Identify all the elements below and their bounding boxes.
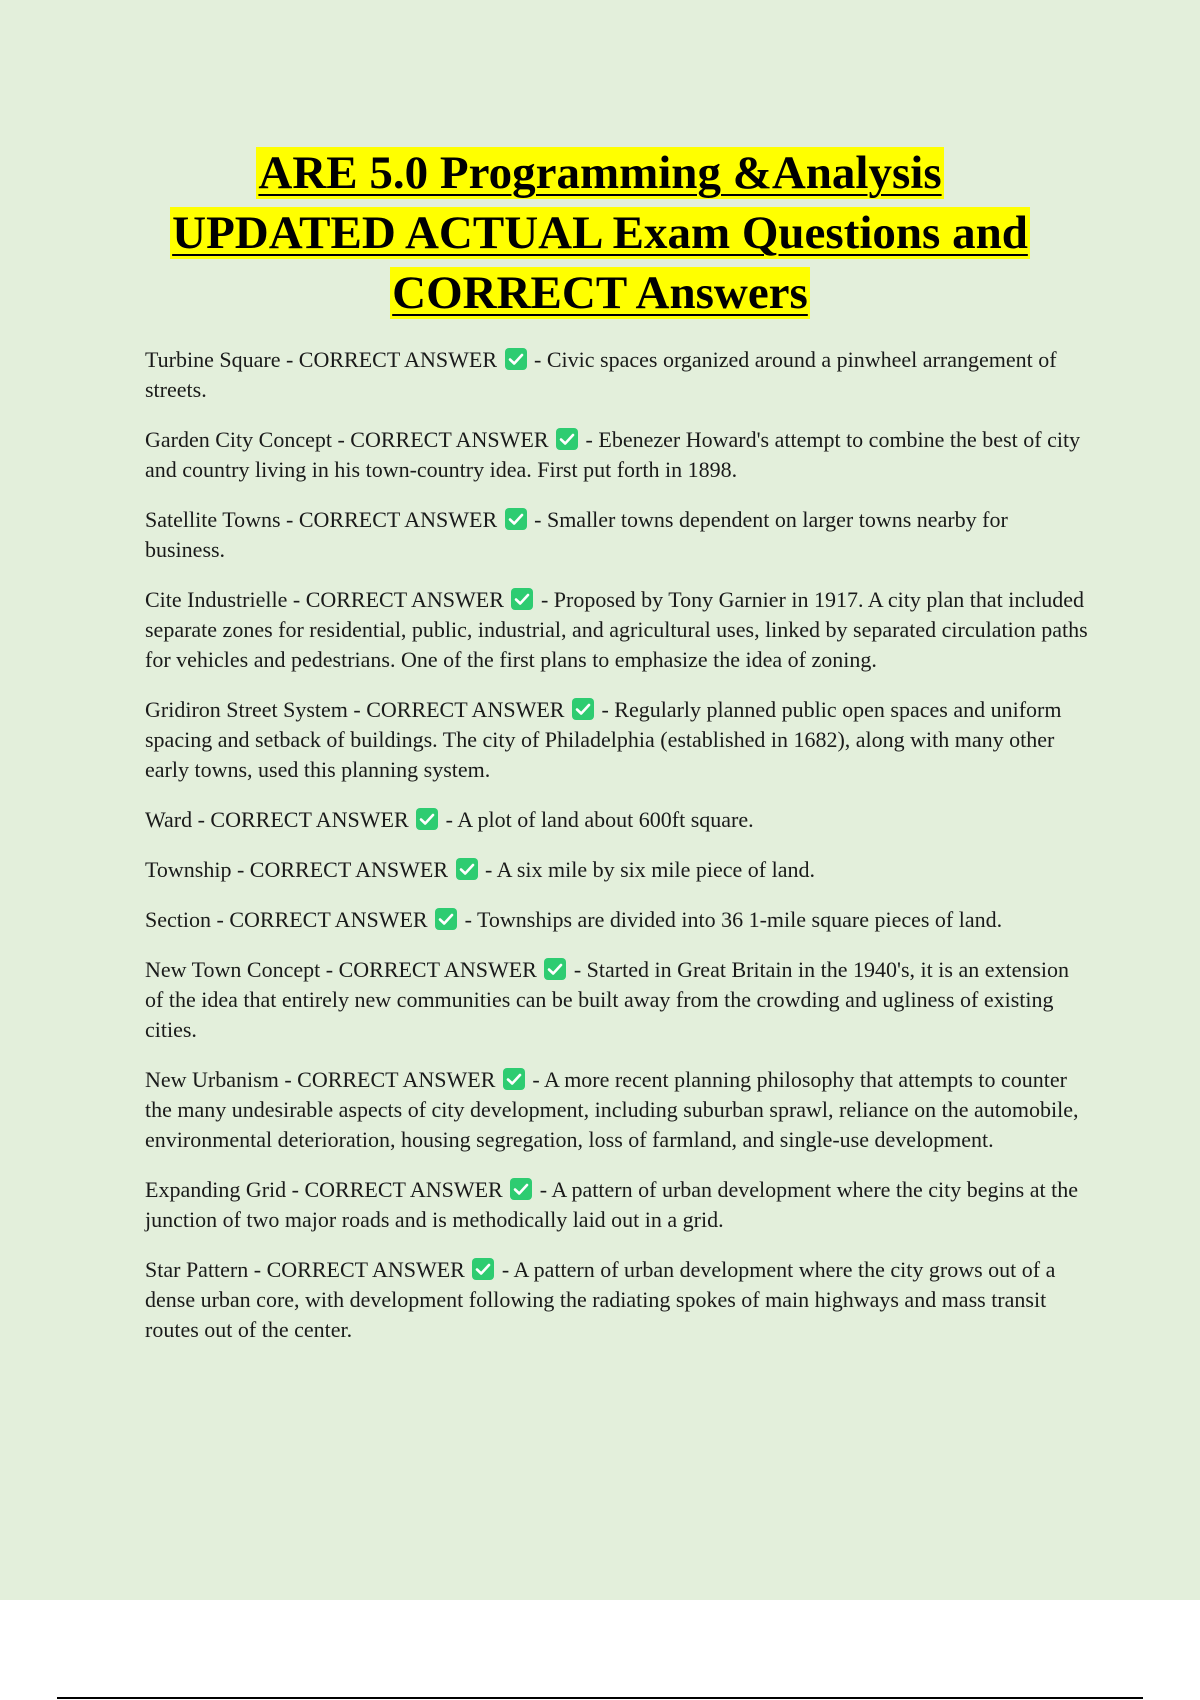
qa-entry: New Urbanism - CORRECT ANSWER - A more recent planning philosophy that attempts to counter the many undesirable aspects of city development, including suburban sprawl, reliance on the automobile, environmental deterioration, housing segregation, loss of farmland, and single-use development. [145, 1067, 1079, 1152]
entry-definition: Townships are divided into 36 1-mile square pieces of land. [477, 907, 1003, 932]
qa-entry: Cite Industrielle - CORRECT ANSWER - Proposed by Tony Garnier in 1917. A city plan that included separate zones for residential, public, industrial, and agricultural uses, linked by separated circulation paths for vehicles and pedestrians. One of the first plans to emphasize the idea of zoning. [145, 587, 1088, 672]
title-line-1 [100, 143, 1100, 203]
qa-entry: Ward - CORRECT ANSWER - A plot of land about 600ft square. [145, 807, 754, 832]
entry-definition: Regularly planned public open spaces and uniform spacing and setback of buildings. The city of Philadelphia (established in 1682), along with many other early towns, used this planning system. [145, 697, 1062, 782]
qa-entry: Gridiron Street System - CORRECT ANSWER - Regularly planned public open spaces and uniform spacing and setback of buildings. The city of Philadelphia (established in 1682), along with many other early towns, used this planning system. [145, 697, 1062, 782]
check-mark-icon [456, 858, 478, 880]
qa-entry: Turbine Square - CORRECT ANSWER - Civic spaces organized around a pinwheel arrangement of streets. [145, 347, 1057, 402]
correct-answer-label: CORRECT ANSWER [249, 857, 449, 882]
entry-definition: A six mile by six mile piece of land. [496, 857, 816, 882]
correct-answer-label: CORRECT ANSWER [366, 697, 565, 722]
entry-term: Satellite Towns [145, 507, 281, 532]
bottom-divider [57, 1697, 1143, 1699]
entry-term: Star Pattern [145, 1257, 249, 1282]
check-mark-icon [556, 428, 578, 450]
title-line-2-text: UPDATED ACTUAL Exam Questions and [172, 207, 1028, 259]
correct-answer-label: CORRECT ANSWER [350, 427, 549, 452]
check-mark-icon [505, 508, 527, 530]
correct-answer-label: CORRECT ANSWER [298, 507, 498, 532]
qa-entry: Expanding Grid - CORRECT ANSWER - A pattern of urban development where the city begins at the junction of two major roads and is methodically laid out in a grid. [145, 1177, 1078, 1232]
correct-answer-label: CORRECT ANSWER [210, 807, 409, 832]
title-line-1-text: ARE 5.0 Programming &Analysis [258, 147, 942, 199]
qa-entry: Section - CORRECT ANSWER - Townships are divided into 36 1-mile square pieces of land. [145, 907, 1003, 932]
document-title [100, 143, 1100, 323]
entry-definition: A plot of land about 600ft square. [457, 807, 754, 832]
entry-term: Township [145, 857, 232, 882]
entry-term: Cite Industrielle [145, 587, 288, 612]
title-line-2 [100, 203, 1100, 263]
entry-definition: Started in Great Britain in the 1940's, it is an extension of the idea that entirely new communities can be built away from the crowding and ugliness of existing cities. [145, 957, 1070, 1042]
entry-definition: Smaller towns dependent on larger towns nearby for business. [145, 507, 1008, 562]
qa-entry: Star Pattern - CORRECT ANSWER - A pattern of urban development where the city grows out of a dense urban core, with development following the radiating spokes of main highways and mass transit routes out of the center. [145, 1257, 1056, 1342]
entry-term: Gridiron Street System [145, 697, 348, 722]
check-mark-icon [572, 698, 594, 720]
qa-entry: Garden City Concept - CORRECT ANSWER - Ebenezer Howard's attempt to combine the best of city and country living in his town-country idea. First put forth in 1898. [145, 427, 1081, 482]
qa-entry: Township - CORRECT ANSWER - A six mile by six mile piece of land. [145, 857, 816, 882]
entry-definition: Ebenezer Howard's attempt to combine the best of city and country living in his town-country idea. First put forth in 1898. [145, 427, 1081, 482]
entry-term: Expanding Grid [145, 1177, 287, 1202]
qa-entry: Satellite Towns - CORRECT ANSWER - Smaller towns dependent on larger towns nearby for business. [145, 507, 1008, 562]
entry-term: Ward [145, 807, 193, 832]
check-mark-icon [511, 588, 533, 610]
check-mark-icon [505, 348, 527, 370]
correct-answer-label: CORRECT ANSWER [297, 1067, 496, 1092]
entry-definition: Civic spaces organized around a pinwheel arrangement of streets. [145, 347, 1057, 402]
entry-term: New Urbanism [145, 1067, 279, 1092]
correct-answer-label: CORRECT ANSWER [229, 907, 428, 932]
entry-term: Garden City Concept [145, 427, 332, 452]
title-line-3 [100, 263, 1100, 323]
check-mark-icon [472, 1258, 494, 1280]
correct-answer-label: CORRECT ANSWER [304, 1177, 503, 1202]
title-line-3-text: CORRECT Answers [392, 267, 808, 319]
qa-entry: New Town Concept - CORRECT ANSWER - Started in Great Britain in the 1940's, it is an extension of the idea that entirely new communities can be built away from the crowding and ugliness of existing cities. [145, 957, 1070, 1042]
correct-answer-label: CORRECT ANSWER [338, 957, 537, 982]
correct-answer-label: CORRECT ANSWER [266, 1257, 465, 1282]
check-mark-icon [503, 1068, 525, 1090]
entry-term: Turbine Square [145, 347, 281, 372]
check-mark-icon [435, 908, 457, 930]
check-mark-icon [416, 808, 438, 830]
entry-definition: A pattern of urban development where the city begins at the junction of two major roads and is methodically laid out in a grid. [145, 1177, 1078, 1232]
qa-entry-list [145, 345, 1090, 1365]
correct-answer-label: CORRECT ANSWER [305, 587, 504, 612]
check-mark-icon [544, 958, 566, 980]
check-mark-icon [510, 1178, 532, 1200]
entry-definition: A more recent planning philosophy that attempts to counter the many undesirable aspects of city development, including suburban sprawl, reliance on the automobile, environmental deterioration, housing segregation, loss of farmland, and single-use development. [145, 1067, 1079, 1152]
entry-definition: A pattern of urban development where the city grows out of a dense urban core, with development following the radiating spokes of main highways and mass transit routes out of the center. [145, 1257, 1056, 1342]
entry-term: Section [145, 907, 211, 932]
entry-term: New Town Concept [145, 957, 321, 982]
correct-answer-label: CORRECT ANSWER [298, 347, 498, 372]
entry-definition: Proposed by Tony Garnier in 1917. A city plan that included separate zones for residential, public, industrial, and agricultural uses, linked by separated circulation paths for vehicles and pedestrians. One of the first plans to emphasize the idea of zoning. [145, 587, 1088, 672]
